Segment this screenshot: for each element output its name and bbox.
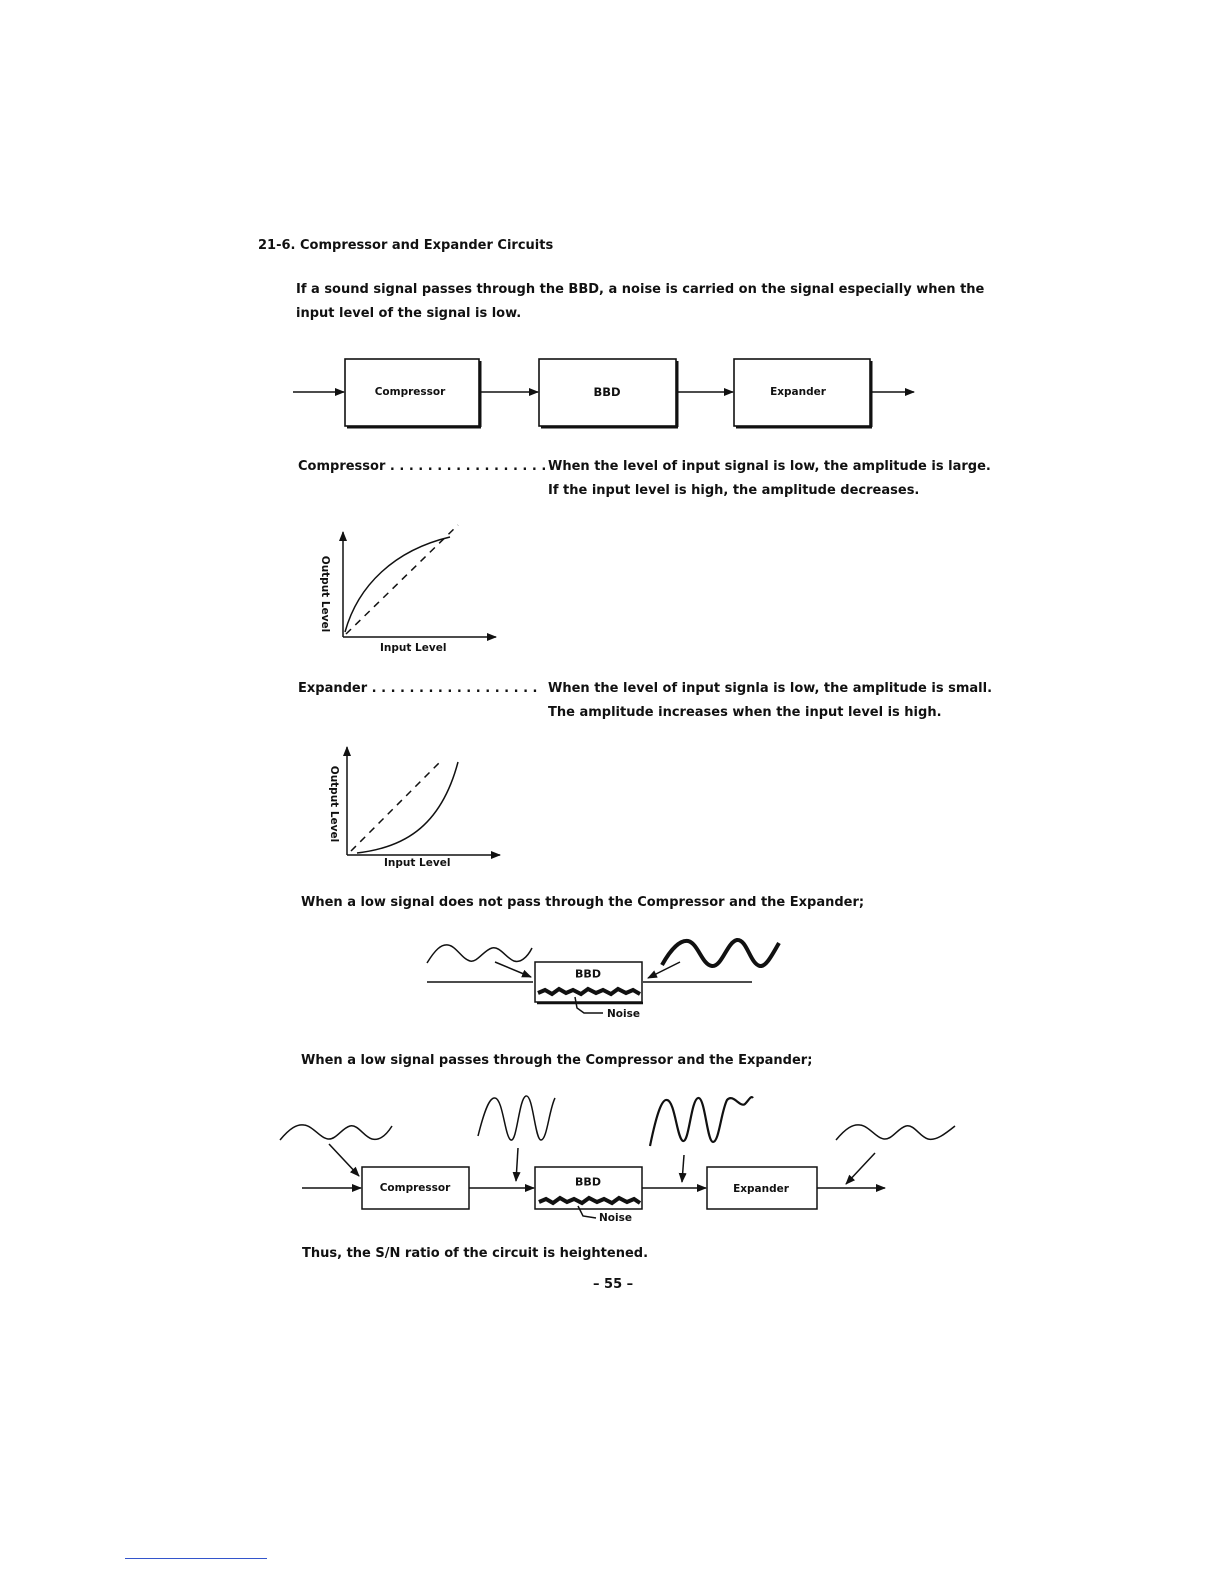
expander-def-line-1: When the level of input signla is low, the amplitude is small. xyxy=(548,681,993,696)
case2-noise-band xyxy=(539,1198,640,1203)
expander-def-term xyxy=(298,681,538,696)
intro-line-2: input level of the signal is low. xyxy=(296,306,522,321)
case1-noise-band xyxy=(538,989,640,994)
case1-bbd-label: BBD xyxy=(575,967,601,981)
case2-noise-leader xyxy=(578,1206,596,1218)
compressor-graph-xlabel: Input Level xyxy=(380,642,447,654)
compressor-def-line-1: When the level of input signal is low, the amplitude is large. xyxy=(548,459,991,474)
case2-input-waveform xyxy=(280,1125,392,1140)
expander-graph-ylabel: Output Level xyxy=(328,765,340,843)
case2-bbd-output-waveform xyxy=(650,1097,753,1146)
expander-leader: . . . . . . . . . . . . . . . . . . xyxy=(367,681,538,696)
case2-expander-label: Expander xyxy=(733,1183,789,1195)
case2-caption: When a low signal passes through the Compressor and the Expander; xyxy=(301,1053,813,1068)
case2-diagram xyxy=(280,1096,955,1218)
case1-noise-label: Noise xyxy=(607,1008,640,1020)
expander-graph xyxy=(347,747,500,855)
case2-compressed-waveform xyxy=(478,1096,555,1140)
expander-graph-linear-ref xyxy=(351,762,440,851)
case2-output-waveform xyxy=(836,1125,955,1140)
case2-output-arrow xyxy=(846,1153,875,1184)
section-heading: 21-6. Compressor and Expander Circuits xyxy=(258,238,554,253)
expander-def-line-2: The amplitude increases when the input level is high. xyxy=(548,705,942,720)
case1-noise-leader xyxy=(575,997,603,1013)
compressor-graph xyxy=(343,525,496,637)
case1-caption: When a low signal does not pass through the Compressor and the Expander; xyxy=(301,895,865,910)
compressor-graph-linear-ref xyxy=(346,525,458,634)
case1-input-waveform xyxy=(427,945,532,963)
footer-rule xyxy=(125,1558,267,1559)
chain-expander-label: Expander xyxy=(770,386,826,398)
intro-line-1: If a sound signal passes through the BBD, a noise is carried on the signal especially when the xyxy=(296,282,985,297)
case2-noise-label: Noise xyxy=(599,1212,632,1224)
case2-down-arrow-2 xyxy=(682,1155,684,1182)
compressor-leader: . . . . . . . . . . . . . . . . . xyxy=(385,459,547,474)
case2-bbd-label: BBD xyxy=(575,1175,601,1189)
chain-bbd-label: BBD xyxy=(593,385,621,399)
compressor-term: Compressor xyxy=(298,459,386,474)
case2-input-arrow xyxy=(329,1144,359,1176)
expander-graph-curve xyxy=(357,762,458,853)
expander-graph-xlabel: Input Level xyxy=(384,857,451,869)
page-number: – 55 – xyxy=(593,1277,634,1292)
chain-compressor-label: Compressor xyxy=(374,386,446,398)
case1-diagram xyxy=(427,940,779,1013)
case2-compressor-label: Compressor xyxy=(379,1182,451,1194)
compressor-graph-ylabel: Output Level xyxy=(319,555,331,633)
case1-input-arrow xyxy=(495,962,531,977)
compressor-def-term xyxy=(298,459,546,474)
compressor-def-line-2: If the input level is high, the amplitude decreases. xyxy=(548,483,920,498)
case2-down-arrow-1 xyxy=(516,1148,518,1181)
conclusion-text: Thus, the S/N ratio of the circuit is heightened. xyxy=(302,1246,649,1261)
expander-term: Expander xyxy=(298,681,368,696)
